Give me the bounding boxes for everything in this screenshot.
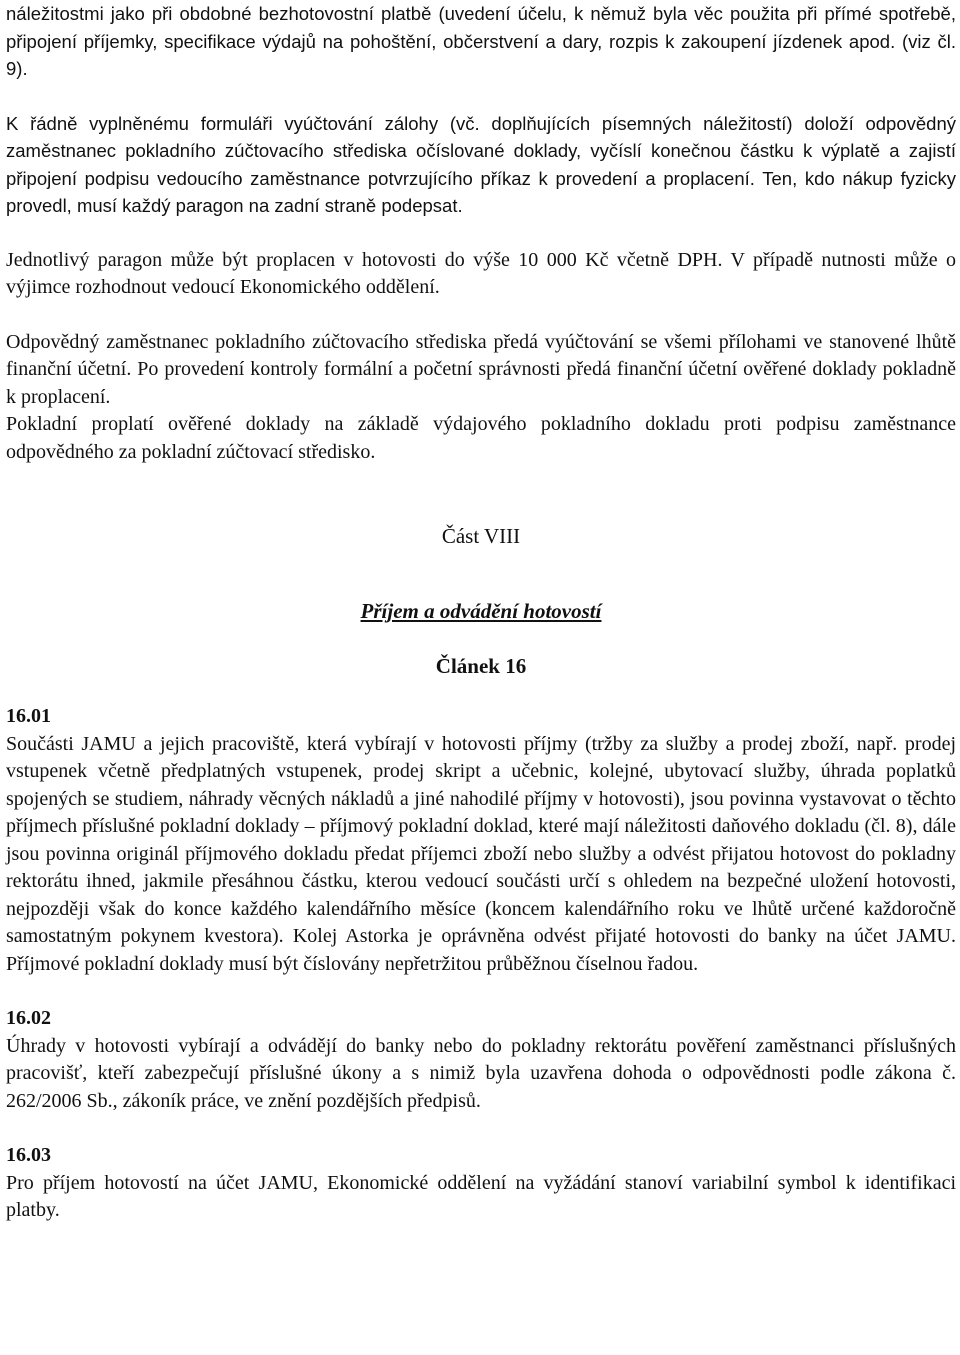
article-title: Článek 16 (435, 654, 527, 678)
part-subtitle: Příjem a odvádění hotovostí (360, 599, 602, 623)
section-number: 16.02 (6, 1007, 51, 1029)
paragraph-responsible-employee: Odpovědný zaměstnanec pokladního zúčtovacího střediska předá vyúčtování se všemi přílohami ve stanovené lhůtě finanční účetní. Po provedení kontroly formální a početní správnosti předá finanční účetní ověřené doklady pokladně k proplacení. (6, 330, 956, 408)
section-text: Pro příjem hotovostí na účet JAMU, Ekonomické oddělení na vyžádání stanoví variabilní symbol k identifikaci platby. (6, 1171, 956, 1221)
paragraph-settlement-form: K řádně vyplněnému formuláři vyúčtování zálohy (vč. doplňujících písemných náležitostí) doloží odpovědný zaměstnanec pokladního zúčtovacího střediska očíslované doklady, vyčíslí konečnou částku k výplatě a zajistí připojení podpisu vedoucího zaměstnance potvrzujícího příkaz k provedení a proplacení. Ten, kdo nákup fyzicky provedl, musí každý paragon na zadní straně podepsat. (6, 112, 956, 216)
paragraph-intro: náležitostmi jako při obdobné bezhotovostní platbě (uvedení účelu, k němuž byla věc použita při přímé spotřebě, připojení příjemky, specifikace výdajů na pohoštění, občerstvení a dary, rozpis k zakoupení jízdenek apod. (viz čl. 9). (6, 3, 956, 79)
part-title: Část VIII (441, 524, 521, 548)
section-text: Úhrady v hotovosti vybírají a odvádějí do banky nebo do pokladny rektorátu pověření zaměstnanci příslušných pracovišť, kteří zabezpečují příslušné úkony a s nimiž byla uzavřena dohoda o odpovědnosti podle zákona č. 262/2006 Sb., zákoník práce, ve znění pozdějších předpisů. (6, 1034, 956, 1112)
section-number: 16.01 (6, 705, 51, 727)
section-number: 16.03 (6, 1144, 51, 1166)
paragraph-receipt-limit: Jednotlivý paragon může být proplacen v hotovosti do výše 10 000 Kč včetně DPH. V případě nutnosti může o výjimce rozhodnout vedoucí Ekonomického oddělení. (6, 248, 956, 298)
paragraph-cashier: Pokladní proplatí ověřené doklady na základě výdajového pokladního dokladu proti podpisu zaměstnance odpovědného za pokladní zúčtovací středisko. (6, 413, 956, 463)
section-text: Součásti JAMU a jejich pracoviště, která vybírají v hotovosti příjmy (tržby za služby a prodej zboží, např. prodej vstupenek včetně předplatných vstupenek, prodej skript a učebnic, kolejné, ubytovací služby, úhrada poplatků spojených se studiem, náhrady věcných nákladů a jiné nahodilé příjmy v hotovosti), jsou povinna vystavovat o těchto příjmech příslušné pokladní doklady – příjmový pokladní doklad, které mají náležitosti daňového dokladu (čl. 8), dále jsou povinna originál příjmového dokladu předat příjemci zboží nebo služby a odvést přijatou hotovost do pokladny rektorátu ihned, jakmile přesáhnou částku, kterou vedoucí součásti určí s ohledem na bezpečné uložení hotovosti, nejpozději však do konce každého kalendářního měsíce (koncem kalendářního roku ve lhůtě určené každoročně samostatným pokynem kvestora). Kolej Astorka je oprávněna odvést přijaté hotovosti do banky na účet JAMU. Příjmové pokladní doklady musí být číslovány nepřetržitou průběžnou číselnou řadou. (6, 732, 956, 975)
document-page (6, 0, 956, 1225)
